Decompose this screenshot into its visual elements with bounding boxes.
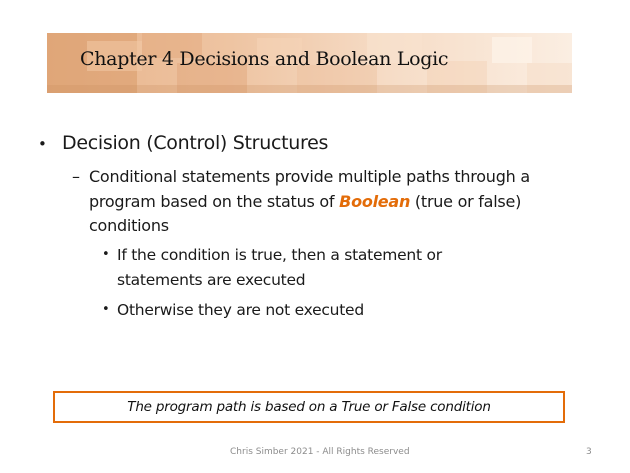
boolean-highlight: Boolean: [339, 192, 411, 211]
bullet-dot-icon: •: [102, 302, 110, 317]
page-number: 3: [586, 447, 592, 457]
callout-box: [53, 391, 565, 423]
sub-bullet-line-3: conditions: [89, 216, 169, 235]
sub-sub-bullet-2: Otherwise they are not executed: [117, 301, 364, 319]
sub-bullet-line-2: [89, 192, 521, 211]
dash-icon: –: [72, 167, 80, 186]
sub-sub-bullet-1-line-2: statements are executed: [117, 271, 306, 289]
bullet-decision-structures: Decision (Control) Structures: [62, 132, 329, 154]
footer-copyright: Chris Simber 2021 - All Rights Reserved: [230, 447, 410, 457]
slide-title: Chapter 4 Decisions and Boolean Logic: [80, 48, 449, 70]
sub-bullet-line-2-start: program based on the status of: [89, 192, 340, 211]
sub-bullet-line-1: Conditional statements provide multiple paths through a: [89, 167, 530, 186]
sub-bullet-line-2-end: (true or false): [410, 192, 522, 211]
bullet-dot-icon: •: [38, 135, 47, 153]
sub-sub-bullet-1-line-1: If the condition is true, then a statement or: [117, 246, 442, 264]
bullet-dot-icon: •: [102, 247, 110, 262]
callout-text: The program path is based on a True or False condition: [127, 399, 491, 415]
